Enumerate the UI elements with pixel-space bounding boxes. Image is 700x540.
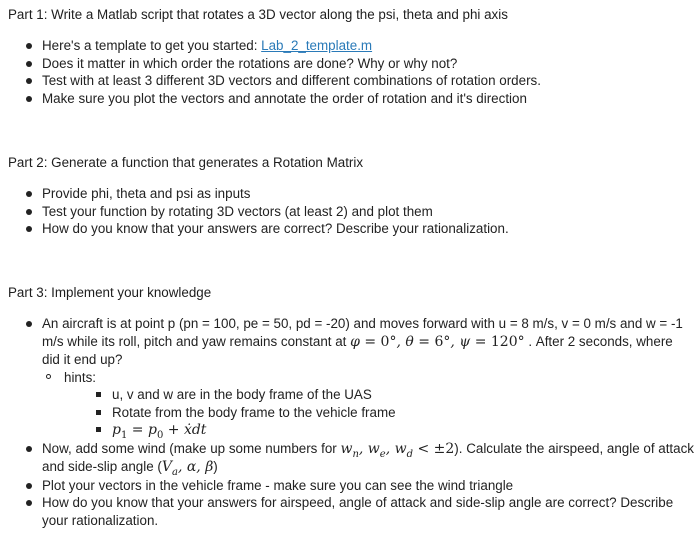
list-item: Plot your vectors in the vehicle frame - make sure you can see the wind triangle xyxy=(20,477,694,495)
hints-item xyxy=(42,369,694,440)
list-item: Does it matter in which order the rotations are done? Why or why not? xyxy=(20,55,694,73)
wind-equation: $w_n$, $w_e$, $w_d < \pm 2$ xyxy=(340,440,455,460)
template-text: Here's a template to get you started: xyxy=(42,38,262,53)
aircraft-text: An aircraft is at point p (pn = 100, pe = 50, pd = -20) and moves forward with u = 8 m/s, v = 0 m/s and w = -1 m/s while its roll, pitch and yaw remains constant at xyxy=(42,316,683,349)
part3-heading: Part 3: Implement your knowledge xyxy=(8,285,212,300)
wind-text-end: ) xyxy=(213,459,218,474)
hints-label: hints: xyxy=(64,369,97,385)
hint-item: u, v and w are in the body frame of the UAS xyxy=(90,386,694,404)
list-item: How do you know that your answers for airspeed, angle of attack and side-slip angle are correct? Describe your rationalization. xyxy=(20,494,694,529)
list-item: Make sure you plot the vectors and annotate the order of rotation and it's direction xyxy=(20,90,694,108)
list-item xyxy=(20,37,694,55)
hint-item xyxy=(90,421,694,440)
list-item: Test your function by rotating 3D vectors (at least 2) and plot them xyxy=(20,203,694,221)
hint-item: Rotate from the body frame to the vehicle frame xyxy=(90,404,694,422)
hints-list xyxy=(42,369,694,440)
wind-text: Now, add some wind (make up some numbers for xyxy=(42,440,341,456)
hint-details xyxy=(64,386,694,440)
part1-list xyxy=(20,37,694,107)
list-item-aircraft-problem xyxy=(20,315,694,440)
aircraft-question: . After 2 seconds, where did it end up? xyxy=(42,333,673,367)
template-link[interactable]: Lab_2_template.m xyxy=(261,38,373,53)
part2-heading: Part 2: Generate a function that generates a Rotation Matrix xyxy=(8,155,364,170)
list-item-wind xyxy=(20,440,694,477)
position-equation: $p_1 = p_0$ + ẋdt xyxy=(112,422,207,441)
wind-text-middle: ). Calculate the airspeed, angle of attack and side-slip angle ( xyxy=(42,440,694,474)
attitude-equation: φ = 0°, θ = 6°, ψ = 120° xyxy=(350,333,525,350)
part1-heading: Part 1: Write a Matlab script that rotates a 3D vector along the psi, theta and phi axis xyxy=(8,7,508,22)
list-item: Test with at least 3 different 3D vectors and different combinations of rotation orders. xyxy=(20,72,694,90)
angles-equation: $V_a$, α, β xyxy=(161,459,214,478)
part3-list xyxy=(20,315,694,529)
list-item: How do you know that your answers are correct? Describe your rationalization. xyxy=(20,220,694,238)
part2-list xyxy=(20,185,694,238)
list-item: Provide phi, theta and psi as inputs xyxy=(20,185,694,203)
